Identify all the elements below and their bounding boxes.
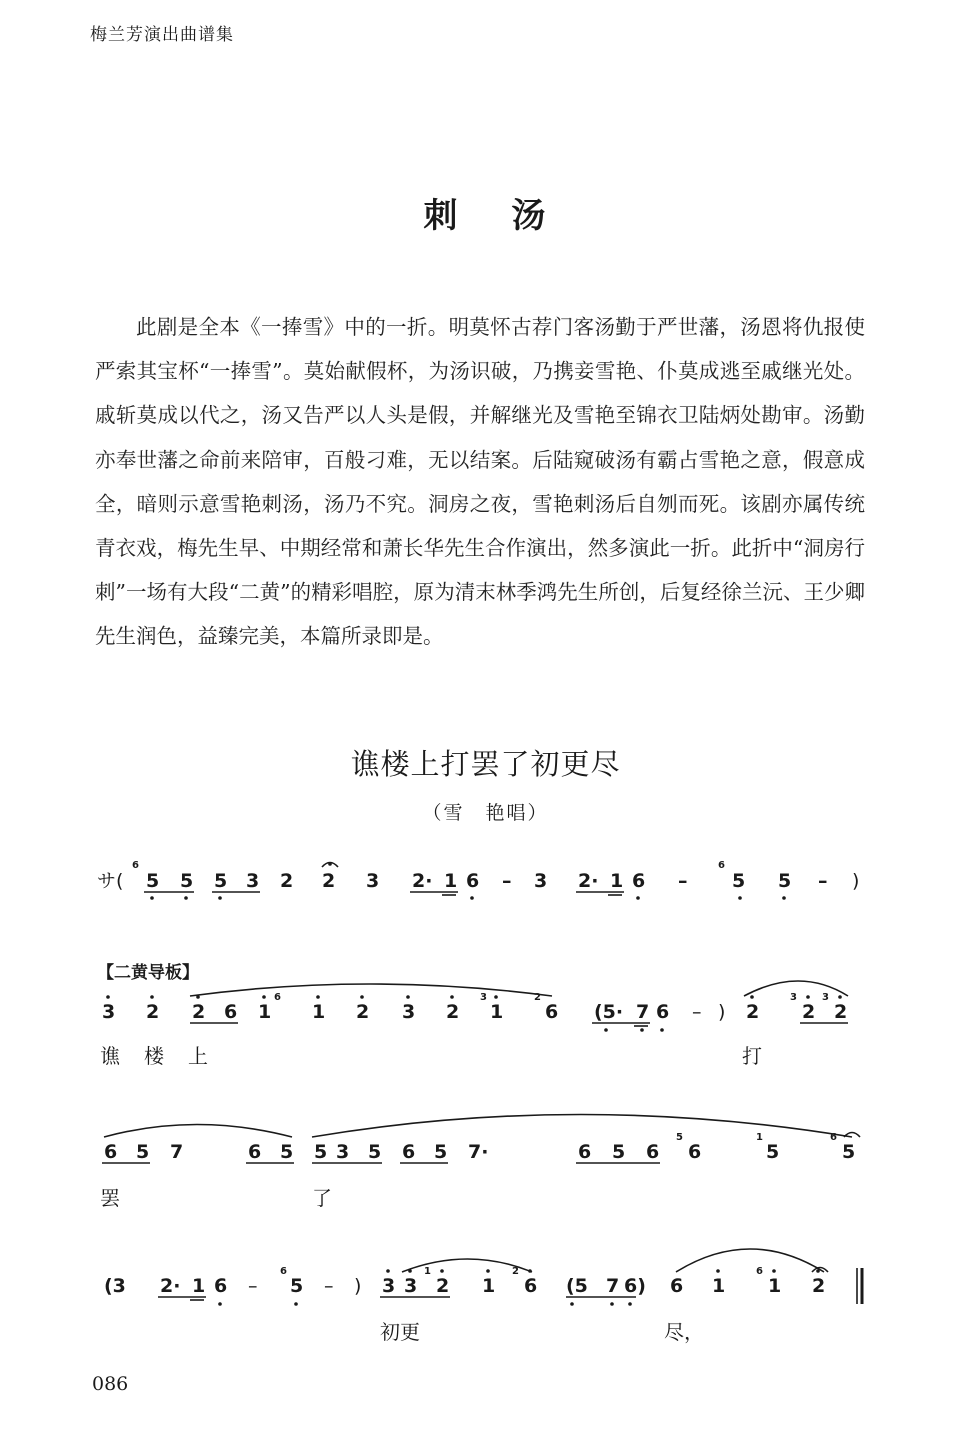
note: 2 <box>746 1001 760 1023</box>
note: 1 <box>490 1001 504 1023</box>
low-dot <box>184 896 188 900</box>
high-dot <box>486 1269 490 1273</box>
slur <box>312 1115 852 1138</box>
low-dot <box>294 1302 298 1306</box>
note: サ( <box>97 870 124 892</box>
note: 2 <box>834 1001 848 1023</box>
singer-credit: （雪 艳唱） <box>422 802 549 824</box>
lyric: 上 <box>188 1044 208 1068</box>
note: 1 <box>192 1275 206 1297</box>
note: 3 <box>246 870 260 892</box>
note: 1 <box>768 1275 782 1297</box>
note: 6 <box>224 1001 238 1023</box>
note: 5 <box>280 1141 294 1163</box>
title-char-2: 汤 <box>511 196 548 236</box>
note: 2· <box>412 870 433 892</box>
high-dot <box>750 995 754 999</box>
note: 1 <box>610 870 624 892</box>
note: – <box>502 870 512 892</box>
note: 6 <box>524 1275 538 1297</box>
note: 2 <box>436 1275 450 1297</box>
high-dot <box>440 1269 444 1273</box>
note: 5 <box>778 870 792 892</box>
running-head: 梅兰芳演出曲谱集 <box>90 25 234 45</box>
note: – <box>678 870 688 892</box>
slur <box>104 1125 292 1138</box>
grace-note: 6 <box>756 1266 763 1277</box>
note: 5 <box>214 870 228 892</box>
grace-note: 3 <box>790 992 797 1003</box>
grace-note: 6 <box>132 860 139 871</box>
grace-note: 5 <box>676 1132 683 1143</box>
lyric: 了 <box>312 1186 332 1210</box>
note: 7 <box>636 1001 650 1023</box>
note: 6 <box>545 1001 559 1023</box>
lyric: 罢 <box>100 1186 120 1210</box>
high-dot <box>838 995 842 999</box>
note: ) <box>354 1275 362 1297</box>
intro-paragraph: 此剧是全本《一捧雪》中的一折。明莫怀古荐门客汤勤于严世藩，汤恩将仇报使严索其宝杯“一捧雪”。莫始献假杯，为汤识破，乃携妾雪艳、仆莫成逃至戚继光处。戚斩莫成以代之，汤又告严以人头是假，并解继光及雪艳至锦衣卫陆炳处勘审。汤勤亦奉世藩之命前来陪审，百般刁难，无以结案。后陆窥破汤有霸占雪艳之意，假意成全，暗则示意雪艳刺汤，汤乃不究。洞房之夜，雪艳刺汤后自刎而死。该剧亦属传统青衣戏，梅先生早、中期经常和萧长华先生合作演出，然多演此一折。此折中“洞房行刺”一场有大段“二黄”的精彩唱腔，原为清末林季鸿先生所创，后复经徐兰沅、王少卿先生润色，益臻完美，本篇所录即是。 <box>95 315 865 649</box>
note: 2· <box>578 870 599 892</box>
lyric: 楼 <box>144 1044 164 1068</box>
note: 6 <box>248 1141 262 1163</box>
note: – <box>324 1275 334 1297</box>
grace-note: 2 <box>512 1266 519 1277</box>
note: 2 <box>322 870 336 892</box>
low-dot <box>150 896 154 900</box>
note: 6 <box>688 1141 702 1163</box>
note: 2 <box>146 1001 160 1023</box>
low-dot <box>610 1302 614 1306</box>
high-dot <box>772 1269 776 1273</box>
high-dot <box>262 995 266 999</box>
note: 1 <box>444 870 458 892</box>
section-label: 【二黄导板】 <box>97 963 199 983</box>
low-dot <box>218 896 222 900</box>
high-dot <box>806 995 810 999</box>
note: 1 <box>258 1001 272 1023</box>
note: 7 <box>170 1141 184 1163</box>
note: 6 <box>578 1141 592 1163</box>
low-dot <box>636 896 640 900</box>
note: 5 <box>146 870 160 892</box>
lyric: 谯 <box>100 1044 120 1068</box>
note: 6 <box>402 1141 416 1163</box>
note: 6 <box>656 1001 670 1023</box>
high-dot <box>408 1269 412 1273</box>
note: 5 <box>612 1141 626 1163</box>
grace-note: 6 <box>718 860 725 871</box>
note: 2 <box>802 1001 816 1023</box>
note: 7 <box>606 1275 620 1297</box>
note: ) <box>852 870 860 892</box>
note: 5 <box>434 1141 448 1163</box>
note: (5· <box>594 1001 624 1023</box>
note: – <box>692 1001 702 1023</box>
note: 7· <box>468 1141 489 1163</box>
note: 6 <box>670 1275 684 1297</box>
note: (5 <box>566 1275 588 1297</box>
note: 3 <box>382 1275 396 1297</box>
page-number: 086 <box>92 1373 129 1395</box>
lyric: 初更 <box>380 1320 420 1344</box>
note: 1 <box>312 1001 326 1023</box>
note: 2 <box>446 1001 460 1023</box>
note: 5 <box>766 1141 780 1163</box>
note: 3 <box>534 870 548 892</box>
note: 5 <box>180 870 194 892</box>
note: ) <box>718 1001 726 1023</box>
low-dot <box>660 1028 664 1032</box>
note: 1 <box>482 1275 496 1297</box>
note: 6 <box>466 870 480 892</box>
note: 1 <box>712 1275 726 1297</box>
low-dot <box>570 1302 574 1306</box>
note: 6 <box>214 1275 228 1297</box>
low-dot <box>738 896 742 900</box>
note: 3 <box>366 870 380 892</box>
low-dot <box>604 1028 608 1032</box>
high-dot <box>450 995 454 999</box>
high-dot <box>494 995 498 999</box>
note: – <box>248 1275 258 1297</box>
high-dot <box>406 995 410 999</box>
high-dot <box>360 995 364 999</box>
low-dot <box>470 896 474 900</box>
note: 5 <box>314 1141 328 1163</box>
note: 6) <box>624 1275 646 1297</box>
slur <box>190 984 552 996</box>
high-dot <box>716 1269 720 1273</box>
note: 5 <box>842 1141 856 1163</box>
note: 3 <box>336 1141 350 1163</box>
grace-note: 1 <box>424 1266 431 1277</box>
note: 3 <box>404 1275 418 1297</box>
grace-note: 2 <box>534 992 541 1003</box>
grace-note: 1 <box>756 1132 763 1143</box>
note: 2 <box>192 1001 206 1023</box>
note: 2 <box>280 870 294 892</box>
grace-note: 3 <box>822 992 829 1003</box>
note: 5 <box>290 1275 304 1297</box>
high-dot <box>196 995 200 999</box>
low-dot <box>640 1028 644 1032</box>
note: 5 <box>732 870 746 892</box>
note: – <box>818 870 828 892</box>
note: 5 <box>368 1141 382 1163</box>
note: 6 <box>632 870 646 892</box>
note: 2· <box>160 1275 181 1297</box>
song-title: 谯楼上打罢了初更尽 <box>350 747 621 781</box>
note: 2 <box>812 1275 826 1297</box>
lyric: 打 <box>742 1044 762 1068</box>
high-dot <box>316 995 320 999</box>
high-dot <box>528 1269 532 1273</box>
lyric: 尽， <box>664 1320 704 1344</box>
note: 6 <box>646 1141 660 1163</box>
grace-note: 6 <box>274 992 281 1003</box>
note: (3 <box>104 1275 126 1297</box>
note: 5 <box>136 1141 150 1163</box>
grace-note: 6 <box>280 1266 287 1277</box>
low-dot <box>218 1302 222 1306</box>
high-dot <box>386 1269 390 1273</box>
title-char-1: 刺 <box>423 196 460 236</box>
grace-note: 6 <box>830 1132 837 1143</box>
slur <box>676 1249 824 1272</box>
note: 6 <box>104 1141 118 1163</box>
grace-note: 3 <box>480 992 487 1003</box>
high-dot <box>328 862 332 866</box>
low-dot <box>628 1302 632 1306</box>
low-dot <box>782 896 786 900</box>
note: 2 <box>356 1001 370 1023</box>
note: 3 <box>402 1001 416 1023</box>
high-dot <box>816 1269 820 1273</box>
high-dot <box>150 995 154 999</box>
high-dot <box>106 995 110 999</box>
note: 3 <box>102 1001 116 1023</box>
